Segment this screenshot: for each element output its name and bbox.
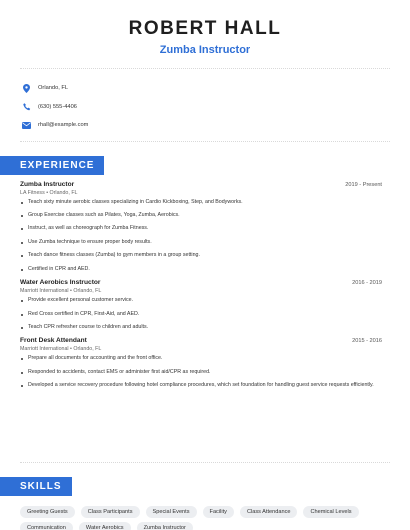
skills-list	[0, 496, 410, 530]
skill-chip: Zumba Instructor	[137, 522, 193, 530]
contact-phone-text: (630) 555-4406	[38, 103, 77, 110]
job-bullet: Teach dance fitness classes (Zumba) to gym members in a group setting.	[20, 252, 382, 260]
contact-email-text: rhall@example.com	[38, 122, 89, 128]
contact-location	[22, 79, 410, 97]
skill-chip: Chemical Levels	[303, 506, 358, 518]
skills-heading: SKILLS	[0, 477, 72, 496]
job-bullet: Red Cross certified in CPR, First-Aid, and AED.	[20, 311, 382, 319]
skill-chip: Communication	[20, 522, 73, 530]
resume-header	[0, 0, 410, 56]
job-dates: 2015 - 2016	[352, 338, 382, 345]
candidate-name: ROBERT HALL	[128, 18, 282, 39]
experience-list	[0, 175, 410, 391]
job-company: Marriott International • Orlando, FL	[20, 346, 102, 353]
skill-chip: Water Aerobics	[79, 522, 131, 530]
contact-email	[22, 116, 410, 134]
skill-chip: Class Participants	[81, 506, 140, 518]
job-bullet: Certified in CPR and AED.	[20, 266, 382, 274]
skills-section	[0, 462, 410, 530]
job-dates: 2019 - Present	[345, 181, 382, 188]
skill-chip: Special Events	[146, 506, 197, 518]
divider	[20, 141, 390, 142]
job-bullet: Teach CPR refresher course to children and adults.	[20, 324, 382, 332]
job-bullet: Instruct, as well as choreograph for Zumba Fitness.	[20, 225, 382, 233]
job-bullet: Responded to accidents, contact EMS or administer first aid/CPR as required.	[20, 369, 382, 377]
job-title: Front Desk Attendant	[20, 337, 87, 345]
job-title: Zumba Instructor	[20, 180, 75, 188]
contact-location-text: Orlando, FL	[38, 85, 69, 91]
job-bullet: Developed a service recovery procedure following hotel compliance procedures, which set foundation for handling guest service requests efficiently.	[20, 382, 382, 390]
location-pin-icon	[22, 84, 31, 93]
job-bullet: Teach sixty minute aerobic classes specializing in Cardio Kickboxing, Step, and Bodyworks.	[20, 199, 382, 207]
skill-chip: Facility	[203, 506, 234, 518]
job-bullet: Group Exercise classes such as Pilates, Yoga, Zumba, Aerobics.	[20, 212, 382, 220]
email-icon	[22, 121, 31, 130]
job-company: Marriott International • Orlando, FL	[20, 288, 102, 295]
job-entry	[20, 337, 382, 390]
job-bullet: Use Zumba technique to ensure proper body results.	[20, 239, 382, 247]
job-title: Water Aerobics Instructor	[20, 279, 101, 287]
experience-heading: EXPERIENCE	[0, 156, 104, 175]
divider	[20, 462, 390, 463]
job-bullet: Provide excellent personal customer service.	[20, 297, 382, 305]
skill-chip: Greeting Guests	[20, 506, 75, 518]
job-company: LA Fitness • Orlando, FL	[20, 189, 78, 196]
job-dates: 2016 - 2019	[352, 280, 382, 287]
contact-list	[0, 69, 410, 141]
job-entry	[20, 279, 382, 332]
skill-chip: Class Attendance	[240, 506, 298, 518]
job-bullet: Prepare all documents for accounting and the front office.	[20, 355, 382, 363]
contact-phone	[22, 98, 410, 116]
phone-icon	[22, 102, 31, 111]
job-entry	[20, 181, 382, 274]
candidate-title: Zumba Instructor	[159, 44, 251, 56]
